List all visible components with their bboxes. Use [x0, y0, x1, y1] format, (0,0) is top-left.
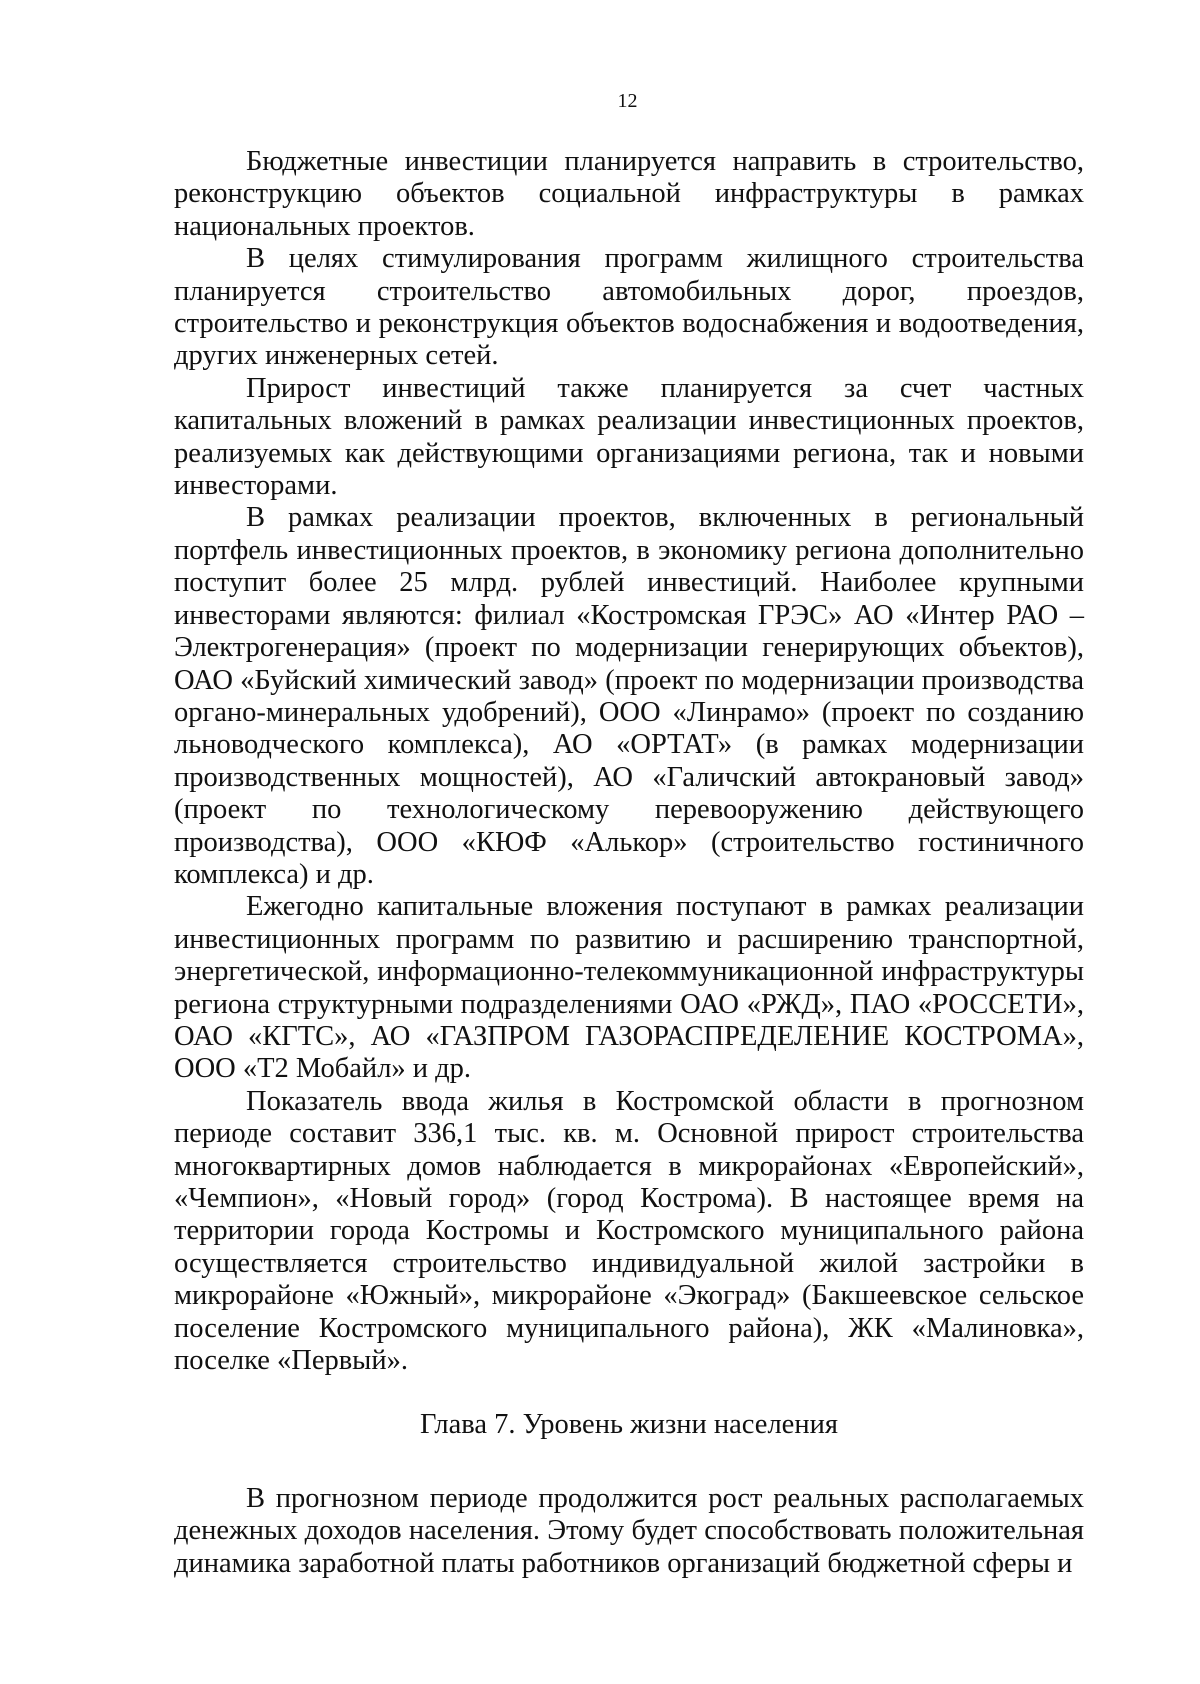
paragraph-housing-commissioning: Показатель ввода жилья в Костромской области в прогнозном периоде составит 336,1 тыс. кв. м. Основной прирост строительства многоквартирных домов наблюдается в микрорайонах «Европейский», «Чемпион», «Новый город» (город Кострома). В настоящее время на территории города Костромы и Костромского муниципального района осуществляется строительство индивидуальной жилой застройки в микрорайоне «Южный», микрорайоне «Экоград» (Бакшеевское сельское поселение Костромского муниципального района), ЖК «Малиновка», поселке «Первый». — [174, 1085, 1084, 1377]
paragraph-budget-investments: Бюджетные инвестиции планируется направить в строительство, реконструкцию объектов социальной инфраструктуры в рамках национальных проектов. — [174, 146, 1084, 242]
paragraph-income-growth: В прогнозном периоде продолжится рост реальных располагаемых денежных доходов населения. Этому будет способствовать положительная динамика заработной платы работников организаций бюджетной сферы и — [174, 1483, 1084, 1579]
section-body — [174, 146, 1084, 1377]
chapter-body — [174, 1483, 1084, 1580]
paragraph-investment-growth: Прирост инвестиций также планируется за счет частных капитальных вложений в рамках реализации инвестиционных проектов, реализуемых как действующими организациями региона, так и новыми инвесторами. — [174, 372, 1084, 502]
paragraph-capital-investments: Ежегодно капитальные вложения поступают в рамках реализации инвестиционных программ по развитию и расширению транспортной, энергетической, информационно-телекоммуникационной инфраструктуры региона структурными подразделениями ОАО «РЖД», ПАО «РОССЕТИ», ОАО «КГТС», АО «ГАЗПРОМ ГАЗОРАСПРЕДЕЛЕНИЕ КОСТРОМА», ООО «Т2 Мобайл» и др. — [174, 891, 1084, 1085]
paragraph-housing-programs: В целях стимулирования программ жилищного строительства планируется строительство автомобильных дорог, проездов, строительство и реконструкция объектов водоснабжения и водоотведения, других инженерных сетей. — [174, 243, 1084, 372]
paragraph-regional-portfolio: В рамках реализации проектов, включенных в региональный портфель инвестиционных проектов, в экономику региона дополнительно поступит более 25 млрд. рублей инвестиций. Наиболее крупными инвесторами являются: филиал «Костромская ГРЭС» АО «Интер РАО – Электрогенерация» (проект по модернизации генерирующих объектов), ОАО «Буйский химический завод» (проект по модернизации производства органо-минеральных удобрений), ООО «Линрамо» (проект по созданию льноводческого комплекса), АО «ОРТАТ» (в рамках модернизации производственных мощностей), АО «Галичский автокрановый завод» (проект по технологическому перевооружению действующего производства), ООО «КЮФ «Алькор» (строительство гостиничного комплекса) и др. — [174, 502, 1084, 890]
page-number: 12 — [617, 90, 638, 112]
chapter-heading: Глава 7. Уровень жизни населения — [420, 1409, 838, 1440]
